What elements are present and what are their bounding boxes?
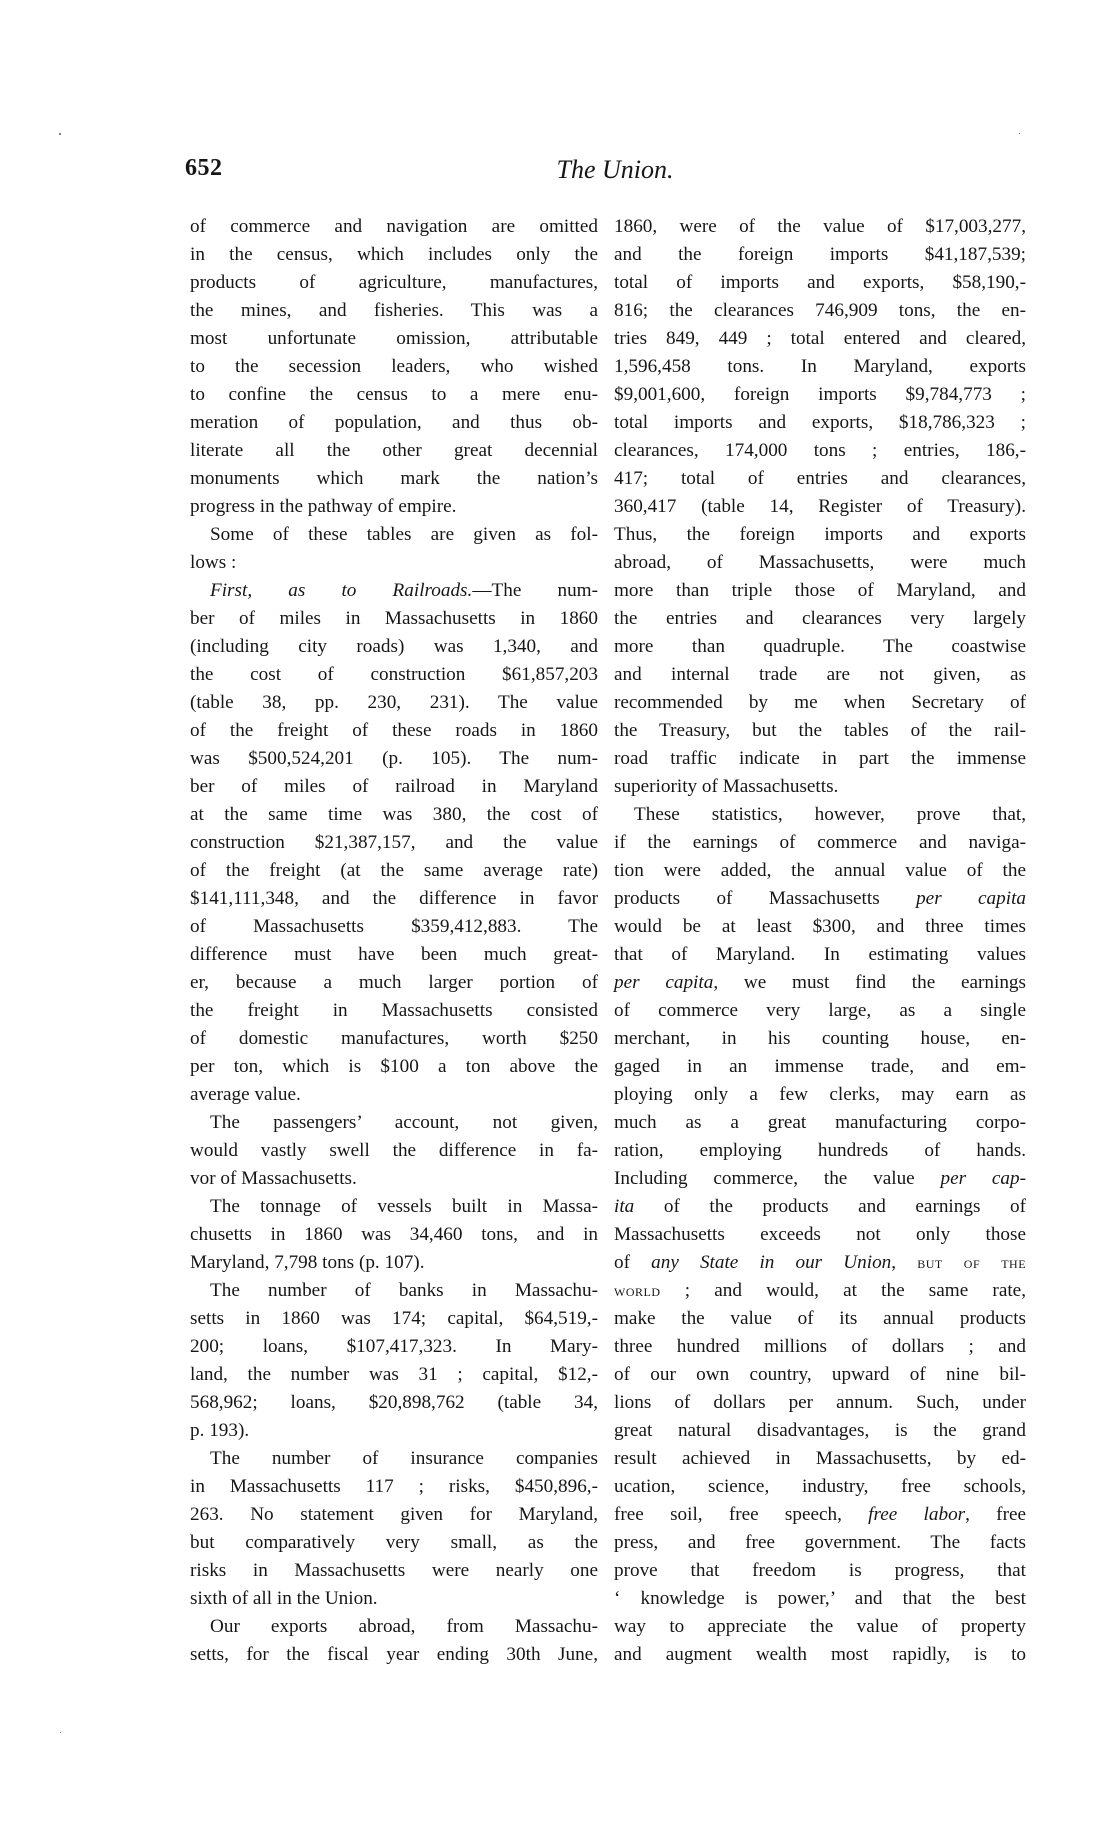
text-line: [190, 1053, 598, 1081]
text-segment: of the products and earnings of: [634, 1196, 1026, 1217]
text-line: [614, 1501, 1026, 1529]
text-segment: land, the number was 31 ; capital, $12,-: [190, 1364, 598, 1385]
text-line: [190, 1641, 598, 1669]
text-segment: clearances, 174,000 tons ; entries, 186,-: [614, 440, 1026, 461]
text-line: [190, 857, 598, 885]
text-segment: prove that freedom is progress, that: [614, 1560, 1026, 1581]
text-line: [614, 689, 1026, 717]
text-line: [190, 1221, 598, 1249]
text-segment: was $500,524,201 (p. 105). The num-: [190, 748, 598, 769]
text-segment: monuments which mark the nation’s: [190, 468, 598, 489]
text-segment: would be at least $300, and three times: [614, 916, 1026, 937]
text-segment: sixth of all in the Union.: [190, 1588, 378, 1609]
text-line: [614, 521, 1026, 549]
text-line: [614, 353, 1026, 381]
text-line: [614, 1249, 1026, 1277]
text-segment: merchant, in his counting house, en-: [614, 1028, 1026, 1049]
text-segment: 263. No statement given for Maryland,: [190, 1504, 598, 1525]
text-segment: 568,962; loans, $20,898,762 (table 34,: [190, 1392, 598, 1413]
text-line: [614, 437, 1026, 465]
text-line: [190, 829, 598, 857]
text-line: [614, 241, 1026, 269]
text-segment: progress in the pathway of empire.: [190, 496, 457, 517]
text-line: [614, 213, 1026, 241]
text-line: [614, 829, 1026, 857]
text-segment: ration, employing hundreds of hands.: [614, 1140, 1026, 1161]
text-line: [190, 689, 598, 717]
text-line: [190, 1277, 598, 1305]
text-segment: (including city roads) was 1,340, and: [190, 636, 598, 657]
text-segment: 1,596,458 tons. In Maryland, exports: [614, 356, 1026, 377]
text-line: [614, 1053, 1026, 1081]
text-segment: Thus, the foreign imports and exports: [614, 524, 1026, 545]
text-line: [190, 633, 598, 661]
text-segment: $141,111,348, and the difference in favor: [190, 888, 598, 909]
text-segment: Massachusetts exceeds not only those: [614, 1224, 1026, 1245]
text-segment: products of agriculture, manufactures,: [190, 272, 598, 293]
text-line: [190, 409, 598, 437]
italic-text: per capita: [614, 972, 714, 993]
italic-text: ita: [614, 1196, 635, 1217]
text-line: [190, 1137, 598, 1165]
text-column-left: [190, 213, 598, 1669]
text-segment: meration of population, and thus ob-: [190, 412, 598, 433]
text-line: [190, 1417, 598, 1445]
text-line: [190, 241, 598, 269]
text-segment: ‘ knowledge is power,’ and that the best: [614, 1588, 1026, 1609]
text-line: [190, 969, 598, 997]
text-segment: more than quadruple. The coastwise: [614, 636, 1026, 657]
text-segment: vor of Massachusetts.: [190, 1168, 357, 1189]
text-segment: $9,001,600, foreign imports $9,784,773 ;: [614, 384, 1026, 405]
text-line: [614, 717, 1026, 745]
text-line: [614, 941, 1026, 969]
text-segment: (table 38, pp. 230, 231). The value: [190, 692, 598, 713]
text-line: [614, 633, 1026, 661]
text-segment: much as a great manufacturing corpo-: [614, 1112, 1026, 1133]
text-line: [614, 857, 1026, 885]
text-line: [614, 885, 1026, 913]
text-segment: and the foreign imports $41,187,539;: [614, 244, 1026, 265]
text-line: [190, 801, 598, 829]
text-segment: The tonnage of vessels built in Massa-: [210, 1196, 598, 1217]
text-segment: difference must have been much great-: [190, 944, 598, 965]
text-segment: The number of banks in Massachu-: [210, 1280, 598, 1301]
text-line: [190, 1501, 598, 1529]
text-segment: to confine the census to a mere enu-: [190, 384, 598, 405]
text-segment: the entries and clearances very largely: [614, 608, 1026, 629]
text-line: [190, 1025, 598, 1053]
text-segment: 417; total of entries and clearances,: [614, 468, 1026, 489]
text-segment: ber of miles of railroad in Maryland: [190, 776, 598, 797]
text-segment: but comparatively very small, as the: [190, 1532, 598, 1553]
text-segment: in Massachusetts 117 ; risks, $450,896,-: [190, 1476, 598, 1497]
text-segment: recommended by me when Secretary of: [614, 692, 1026, 713]
text-line: [614, 1333, 1026, 1361]
text-line: [614, 1613, 1026, 1641]
text-line: [614, 493, 1026, 521]
text-segment: total imports and exports, $18,786,323 ;: [614, 412, 1026, 433]
scan-speck: [59, 133, 61, 135]
text-segment: road traffic indicate in part the immense: [614, 748, 1026, 769]
text-line: [190, 1193, 598, 1221]
text-segment: 816; the clearances 746,909 tons, the en-: [614, 300, 1026, 321]
text-line: [190, 1585, 598, 1613]
text-segment: Including commerce, the value: [614, 1168, 941, 1189]
italic-text: per cap-: [940, 1168, 1026, 1189]
text-line: [190, 997, 598, 1025]
text-line: [190, 661, 598, 689]
text-segment: abroad, of Massachusetts, were much: [614, 552, 1026, 573]
text-line: [614, 661, 1026, 689]
text-line: [614, 773, 1026, 801]
text-segment: would vastly swell the difference in fa-: [190, 1140, 598, 1161]
text-line: [614, 1193, 1026, 1221]
text-segment: The number of insurance companies: [210, 1448, 598, 1469]
text-segment: of commerce very large, as a single: [614, 1000, 1026, 1021]
text-segment: of commerce and navigation are omitted: [190, 216, 598, 237]
text-line: [190, 605, 598, 633]
text-segment: three hundred millions of dollars ; and: [614, 1336, 1026, 1357]
text-segment: free soil, free speech,: [614, 1504, 869, 1525]
text-segment: risks in Massachusetts were nearly one: [190, 1560, 598, 1581]
text-segment: ucation, science, industry, free schools,: [614, 1476, 1026, 1497]
text-line: [190, 549, 598, 577]
text-segment: most unfortunate omission, attributable: [190, 328, 598, 349]
text-segment: to the secession leaders, who wished: [190, 356, 598, 377]
text-segment: ,: [891, 1252, 918, 1273]
text-line: [614, 745, 1026, 773]
text-line: [614, 325, 1026, 353]
text-line: [614, 1557, 1026, 1585]
italic-text: First, as to Railroads.: [210, 580, 473, 601]
text-segment: ploying only a few clerks, may earn as: [614, 1084, 1026, 1105]
text-line: [190, 1361, 598, 1389]
text-segment: and augment wealth most rapidly, is to: [614, 1644, 1026, 1665]
text-line: [614, 1529, 1026, 1557]
text-segment: tries 849, 449 ; total entered and cleared,: [614, 328, 1026, 349]
text-segment: of the freight of these roads in 1860: [190, 720, 598, 741]
text-line: [614, 1305, 1026, 1333]
text-segment: that of Maryland. In estimating values: [614, 944, 1026, 965]
text-line: [614, 297, 1026, 325]
text-line: [190, 1109, 598, 1137]
small-caps-text: but of the: [917, 1253, 1027, 1272]
text-segment: more than triple those of Maryland, and: [614, 580, 1026, 601]
text-line: [614, 1277, 1026, 1305]
text-line: [190, 1165, 598, 1193]
text-line: [190, 1389, 598, 1417]
text-line: [190, 297, 598, 325]
text-line: [614, 549, 1026, 577]
text-line: [190, 437, 598, 465]
scan-speck: [60, 1732, 61, 1733]
text-line: [190, 577, 598, 605]
text-line: [614, 1025, 1026, 1053]
text-segment: at the same time was 380, the cost of: [190, 804, 598, 825]
scan-speck: [1019, 133, 1020, 134]
text-line: [190, 1473, 598, 1501]
text-line: [190, 353, 598, 381]
text-segment: total of imports and exports, $58,190,-: [614, 272, 1026, 293]
text-segment: Our exports abroad, from Massachu-: [210, 1616, 598, 1637]
text-line: [614, 577, 1026, 605]
text-segment: chusetts in 1860 was 34,460 tons, and in: [190, 1224, 598, 1245]
text-line: [190, 1305, 598, 1333]
text-segment: literate all the other great decennial: [190, 440, 598, 461]
text-segment: p. 193).: [190, 1420, 250, 1441]
text-segment: , we must find the earnings: [713, 972, 1026, 993]
text-line: [190, 941, 598, 969]
text-line: [190, 1557, 598, 1585]
text-line: [614, 269, 1026, 297]
text-line: [190, 1613, 598, 1641]
text-line: [190, 1081, 598, 1109]
small-caps-text: world: [614, 1281, 661, 1300]
text-segment: These statistics, however, prove that,: [634, 804, 1026, 825]
text-segment: setts, for the fiscal year ending 30th June,: [190, 1644, 598, 1665]
text-line: [614, 1221, 1026, 1249]
text-line: [190, 521, 598, 549]
text-line: [614, 1109, 1026, 1137]
text-segment: 200; loans, $107,417,323. In Mary-: [190, 1336, 598, 1357]
text-line: [614, 1417, 1026, 1445]
text-line: [190, 381, 598, 409]
text-line: [614, 969, 1026, 997]
text-segment: result achieved in Massachusetts, by ed-: [614, 1448, 1026, 1469]
text-segment: the freight in Massachusetts consisted: [190, 1000, 598, 1021]
text-segment: and internal trade are not given, as: [614, 664, 1026, 685]
text-segment: construction $21,387,157, and the value: [190, 832, 598, 853]
text-segment: setts in 1860 was 174; capital, $64,519,-: [190, 1308, 598, 1329]
italic-text: any State in our Union: [651, 1252, 892, 1273]
text-line: [614, 409, 1026, 437]
text-segment: The passengers’ account, not given,: [210, 1112, 598, 1133]
text-line: [190, 1333, 598, 1361]
text-line: [614, 1473, 1026, 1501]
text-line: [614, 913, 1026, 941]
text-segment: of the freight (at the same average rate): [190, 860, 598, 881]
text-line: [614, 605, 1026, 633]
text-segment: lows :: [190, 552, 237, 573]
text-segment: of our own country, upward of nine bil-: [614, 1364, 1026, 1385]
text-line: [614, 465, 1026, 493]
text-segment: if the earnings of commerce and naviga-: [614, 832, 1026, 853]
text-line: [190, 913, 598, 941]
text-line: [190, 269, 598, 297]
text-column-right: [614, 213, 1026, 1669]
text-segment: gaged in an immense trade, and em-: [614, 1056, 1026, 1077]
text-segment: in the census, which includes only the: [190, 244, 598, 265]
text-line: [614, 1389, 1026, 1417]
text-segment: —The num-: [472, 580, 598, 601]
text-line: [614, 1165, 1026, 1193]
text-segment: er, because a much larger portion of: [190, 972, 598, 993]
italic-text: free labor: [868, 1504, 966, 1525]
text-segment: make the value of its annual products: [614, 1308, 1026, 1329]
text-line: [190, 773, 598, 801]
text-segment: great natural disadvantages, is the grand: [614, 1420, 1026, 1441]
text-line: [190, 745, 598, 773]
text-line: [190, 213, 598, 241]
text-line: [614, 1641, 1026, 1669]
text-segment: press, and free government. The facts: [614, 1532, 1026, 1553]
text-segment: Maryland, 7,798 tons (p. 107).: [190, 1252, 425, 1273]
text-segment: , free: [965, 1504, 1026, 1525]
text-segment: the mines, and fisheries. This was a: [190, 300, 598, 321]
text-line: [614, 801, 1026, 829]
text-line: [190, 325, 598, 353]
text-segment: of Massachusetts $359,412,883. The: [190, 916, 598, 937]
text-line: [190, 1445, 598, 1473]
running-title: The Union.: [556, 155, 674, 184]
text-segment: lions of dollars per annum. Such, under: [614, 1392, 1026, 1413]
text-segment: ; and would, at the same rate,: [660, 1280, 1026, 1301]
text-segment: 360,417 (table 14, Register of Treasury).: [614, 496, 1026, 517]
text-segment: ber of miles in Massachusetts in 1860: [190, 608, 598, 629]
italic-text: per capita: [916, 888, 1027, 909]
text-line: [614, 997, 1026, 1025]
text-segment: tion were added, the annual value of the: [614, 860, 1026, 881]
text-line: [614, 1137, 1026, 1165]
text-segment: per ton, which is $100 a ton above the: [190, 1056, 598, 1077]
text-segment: superiority of Massachusetts.: [614, 776, 839, 797]
text-segment: way to appreciate the value of property: [614, 1616, 1026, 1637]
text-line: [614, 381, 1026, 409]
text-segment: Some of these tables are given as fol-: [210, 524, 598, 545]
text-line: [614, 1081, 1026, 1109]
text-segment: the cost of construction $61,857,203: [190, 664, 598, 685]
text-segment: average value.: [190, 1084, 301, 1105]
text-segment: the Treasury, but the tables of the rail-: [614, 720, 1026, 741]
text-segment: of domestic manufactures, worth $250: [190, 1028, 598, 1049]
text-line: [190, 1249, 598, 1277]
text-line: [614, 1361, 1026, 1389]
text-line: [614, 1445, 1026, 1473]
text-segment: 1860, were of the value of $17,003,277,: [614, 216, 1026, 237]
running-head: [0, 155, 1120, 191]
text-line: [190, 1529, 598, 1557]
text-line: [614, 1585, 1026, 1613]
text-segment: products of Massachusetts: [614, 888, 917, 909]
text-line: [190, 885, 598, 913]
text-line: [190, 717, 598, 745]
text-line: [190, 465, 598, 493]
text-segment: of: [614, 1252, 652, 1273]
page-number: 652: [185, 155, 223, 181]
text-line: [190, 493, 598, 521]
